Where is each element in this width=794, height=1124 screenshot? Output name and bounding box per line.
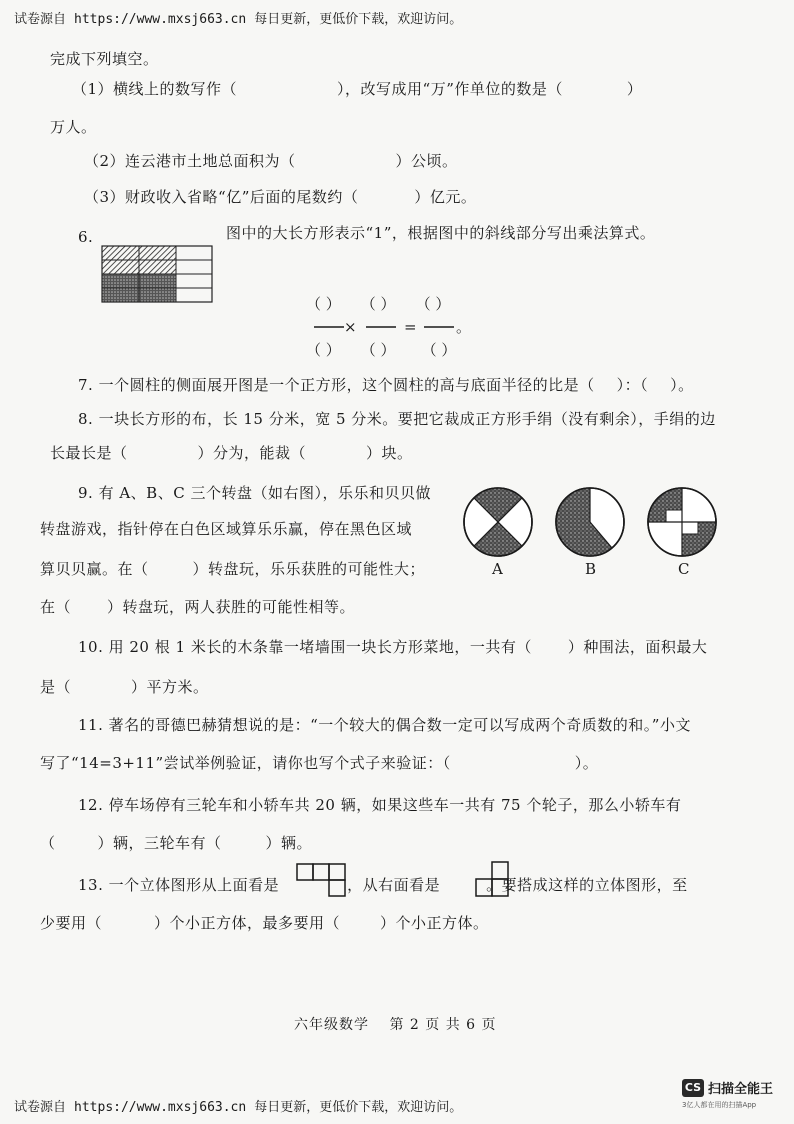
bottom-source: 试卷源自 [14,1100,67,1115]
q5-p1-text-a: （1）横线上的数写作（ [72,80,238,98]
scanner-logo-icon: CS [682,1079,704,1097]
q13-text-a3: 。要搭成这样的立体图形，至 [486,876,688,894]
q8-text-b3: ）块。 [366,444,413,462]
q7-text-a: 7. 一个圆柱的侧面展开图是一个正方形，这个圆柱的高与底面半径的比是（ [78,376,595,394]
q13-text-b1: 少要用（ [40,914,103,932]
q13-top-view-figure [296,862,352,898]
q6-period: 。 [456,318,472,336]
q9-line3 [40,558,425,579]
q9-text-l4a: 在（ [40,598,72,616]
q5-part1-unit: 万人。 [50,118,97,136]
q11-line2 [40,752,598,773]
q5-p1-text-b: ），改写成用“万”作单位的数是（ [337,80,563,98]
spinner-a [464,488,532,556]
q5-p2-text-a: （2）连云港市土地总面积为（ [84,152,296,170]
scanner-logo-name: 扫描全能王 [708,1082,774,1097]
q9-text-l3b: ）转盘玩，乐乐获胜的可能性大； [192,560,426,578]
q5-p2-text-b: ）公顷。 [395,152,458,170]
header-watermark [14,8,462,27]
q5-p1-text-c: ） [626,80,643,98]
q10-text-a2: ）种围法，面积最大 [567,638,708,656]
q10-text-a1: 10. 用 20 根 1 米长的木条靠一堵墙围一块长方形菜地，一共有（ [78,638,532,656]
q8-line2 [50,442,413,463]
header-url[interactable]: https://www.mxsj663.cn [74,12,247,27]
q6-equals-sign: = [404,318,417,336]
header-note: 每日更新，更低价下载，欢迎访问。 [254,12,463,27]
q7-text [78,374,694,395]
spinner-c [648,488,716,556]
q9-spinners [462,484,732,560]
q10-line2 [40,676,209,697]
q5-p3-text-a: （3）财政收入省略“亿”后面的尾数约（ [84,188,359,206]
q6-numerators [306,293,450,314]
q7-text-c: ）。 [670,376,694,394]
bottom-watermark [14,1096,462,1115]
q6-rectangle-figure [102,246,214,302]
spinner-label-c: C [678,560,690,578]
scanner-logo [682,1078,773,1110]
q6-text: 图中的大长方形表示“1”，根据图中的斜线部分写出乘法算式。 [226,224,656,242]
header-source: 试卷源自 [14,12,67,27]
q11-line1: 11. 著名的哥德巴赫猜想说的是：“一个较大的偶合数一定可以写成两个奇质数的和。”小文 [78,716,691,734]
q11-text-b1: 写了“14=3+11”尝试举例验证，请你也写个式子来验证：（ [40,754,451,772]
q12-text-b3: ）辆。 [265,834,313,852]
q5-part3 [84,186,476,207]
q13-text-a2: ，从右面看是 [347,876,441,894]
spinner-label-a: A [492,560,504,578]
q9-line4 [40,596,355,617]
q9-text-l4b: ）转盘玩，两人获胜的可能性相等。 [107,598,356,616]
q9-line1: 9. 有 A、B、C 三个转盘（如右图），乐乐和贝贝做 [78,484,431,502]
q5-part1 [72,78,642,99]
q6-num-3: （ ） [415,295,451,313]
q5-intro: 完成下列填空。 [50,50,159,68]
q13-line1 [78,874,688,895]
q5-p3-text-b: ）亿元。 [414,188,477,206]
q6-den-1: （ ） [306,341,341,359]
spinner-label-b: B [585,560,597,578]
q12-text-b2: ）辆，三轮车有（ [97,834,222,852]
q6-num-2: （ ） [360,295,396,313]
q13-text-b3: ）个小正方体。 [380,914,489,932]
q11-text-b2: ）。 [574,754,599,772]
q13-line2 [40,912,489,933]
spinner-b [556,488,624,556]
q6-den-2: （ ） [360,341,396,359]
bottom-note: 每日更新，更低价下载，欢迎访问。 [254,1100,463,1115]
q12-line2 [40,832,312,853]
q9-text-l3a: 算贝贝赢。在（ [40,560,149,578]
q9-line2: 转盘游戏，指针停在白色区域算乐乐赢，停在黑色区域 [40,520,413,538]
page-footer: 六年级数学 第 2 页 共 6 页 [294,1017,497,1033]
q6-fraction-bars [314,326,464,330]
q13-right-view-figure [474,860,514,898]
q6-times-sign: × [344,318,357,336]
q8-text-b1: 长最长是（ [50,444,128,462]
q10-line1 [78,636,707,657]
q5-part2 [84,150,458,171]
q8-text-b2: ）分为，能裁（ [197,444,307,462]
q13-text-b2: ）个小正方体，最多要用（ [154,914,341,932]
q6-denominators [306,339,456,360]
q6-num-1: （ ） [306,295,341,313]
q10-text-b2: ）平方米。 [131,678,209,696]
scanner-logo-tagline: 3亿人都在用的扫描App [682,1101,757,1109]
bottom-url[interactable]: https://www.mxsj663.cn [74,1100,247,1115]
q7-text-b: ）：（ [616,376,649,394]
q6-den-3: （ ） [421,341,457,359]
q13-text-a1: 13. 一个立体图形从上面看是 [78,876,280,894]
q8-line1: 8. 一块长方形的布，长 15 分米，宽 5 分米。要把它裁成正方形手绢（没有剩余），手绢的边 [78,410,716,428]
q12-line1: 12. 停车场停有三轮车和小轿车共 20 辆，如果这些车一共有 75 个轮子，那么小轿车有 [78,796,682,814]
q10-text-b1: 是（ [40,678,72,696]
q6-number: 6. [78,228,94,246]
q12-text-b1: （ [40,834,56,852]
